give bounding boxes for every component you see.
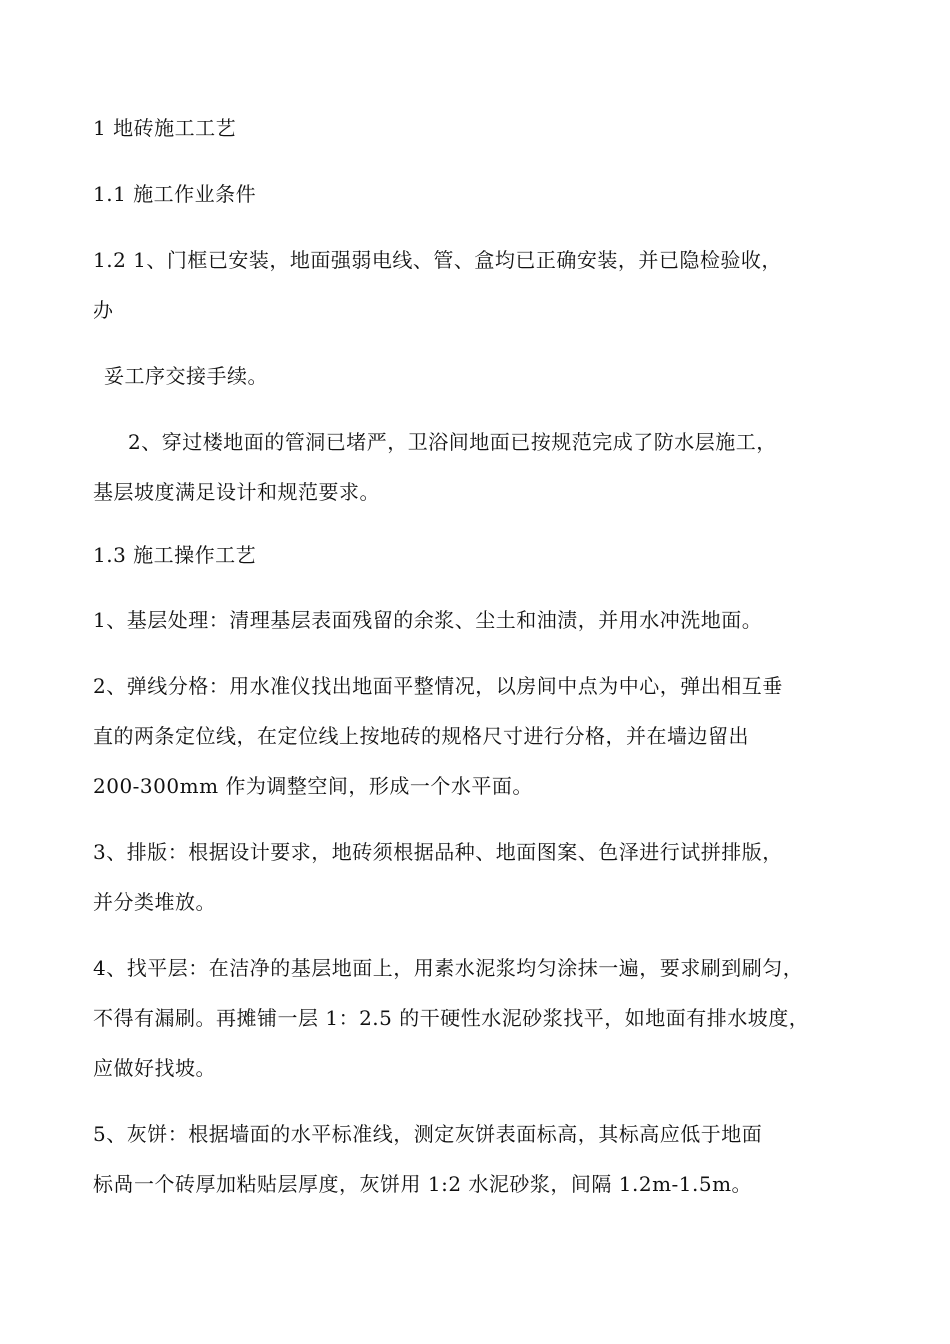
step-5-line-2: 标咼一个砖厚加粘贴层厚度，灰饼用 1:2 水泥砂浆，间隔 1.2m-1.5m。	[93, 1172, 753, 1196]
step-1-line-1: 1、基层处理：清理基层表面残留的余浆、尘土和油渍，并用水冲洗地面。	[93, 608, 763, 632]
section-heading-1: 1 地砖施工工艺	[93, 116, 237, 140]
paragraph-2-line-1: 2、穿过楼地面的管洞已堵严，卫浴间地面已按规范完成了防水层施工，	[128, 430, 777, 454]
paragraph-1-2-line-1: 1.2 1、门框已安装，地面强弱电线、管、盒均已正确安装，并已隐检验收，	[93, 248, 782, 272]
paragraph-1-2-line-3: 妥工序交接手续。	[104, 364, 268, 388]
subsection-heading-1-3: 1.3 施工操作工艺	[93, 543, 257, 567]
paragraph-2-line-2: 基层坡度满足设计和规范要求。	[93, 480, 380, 504]
subsection-heading-1-1: 1.1 施工作业条件	[93, 182, 257, 206]
step-2-line-1: 2、弹线分格：用水准仪找出地面平整情况，以房间中点为中心，弹出相互垂	[93, 674, 783, 698]
step-2-line-3: 200-300mm 作为调整空间，形成一个水平面。	[93, 774, 533, 798]
step-4-line-1: 4、找平层：在洁净的基层地面上，用素水泥浆均匀涂抹一遍，要求刷到刷匀，	[93, 956, 804, 980]
step-3-line-1: 3、排版：根据设计要求，地砖须根据品种、地面图案、色泽进行试拼排版，	[93, 840, 783, 864]
step-3-line-2: 并分类堆放。	[93, 890, 216, 914]
step-5-line-1: 5、灰饼：根据墙面的水平标准线，测定灰饼表面标高，其标高应低于地面	[93, 1122, 763, 1146]
paragraph-1-2-line-2: 办	[93, 298, 114, 322]
step-4-line-2: 不得有漏刷。再摊铺一层 1：2.5 的干硬性水泥砂浆找平，如地面有排水坡度，	[93, 1006, 810, 1030]
step-4-line-3: 应做好找坡。	[93, 1056, 216, 1080]
step-2-line-2: 直的两条定位线，在定位线上按地砖的规格尺寸进行分格，并在墙边留出	[93, 724, 749, 748]
